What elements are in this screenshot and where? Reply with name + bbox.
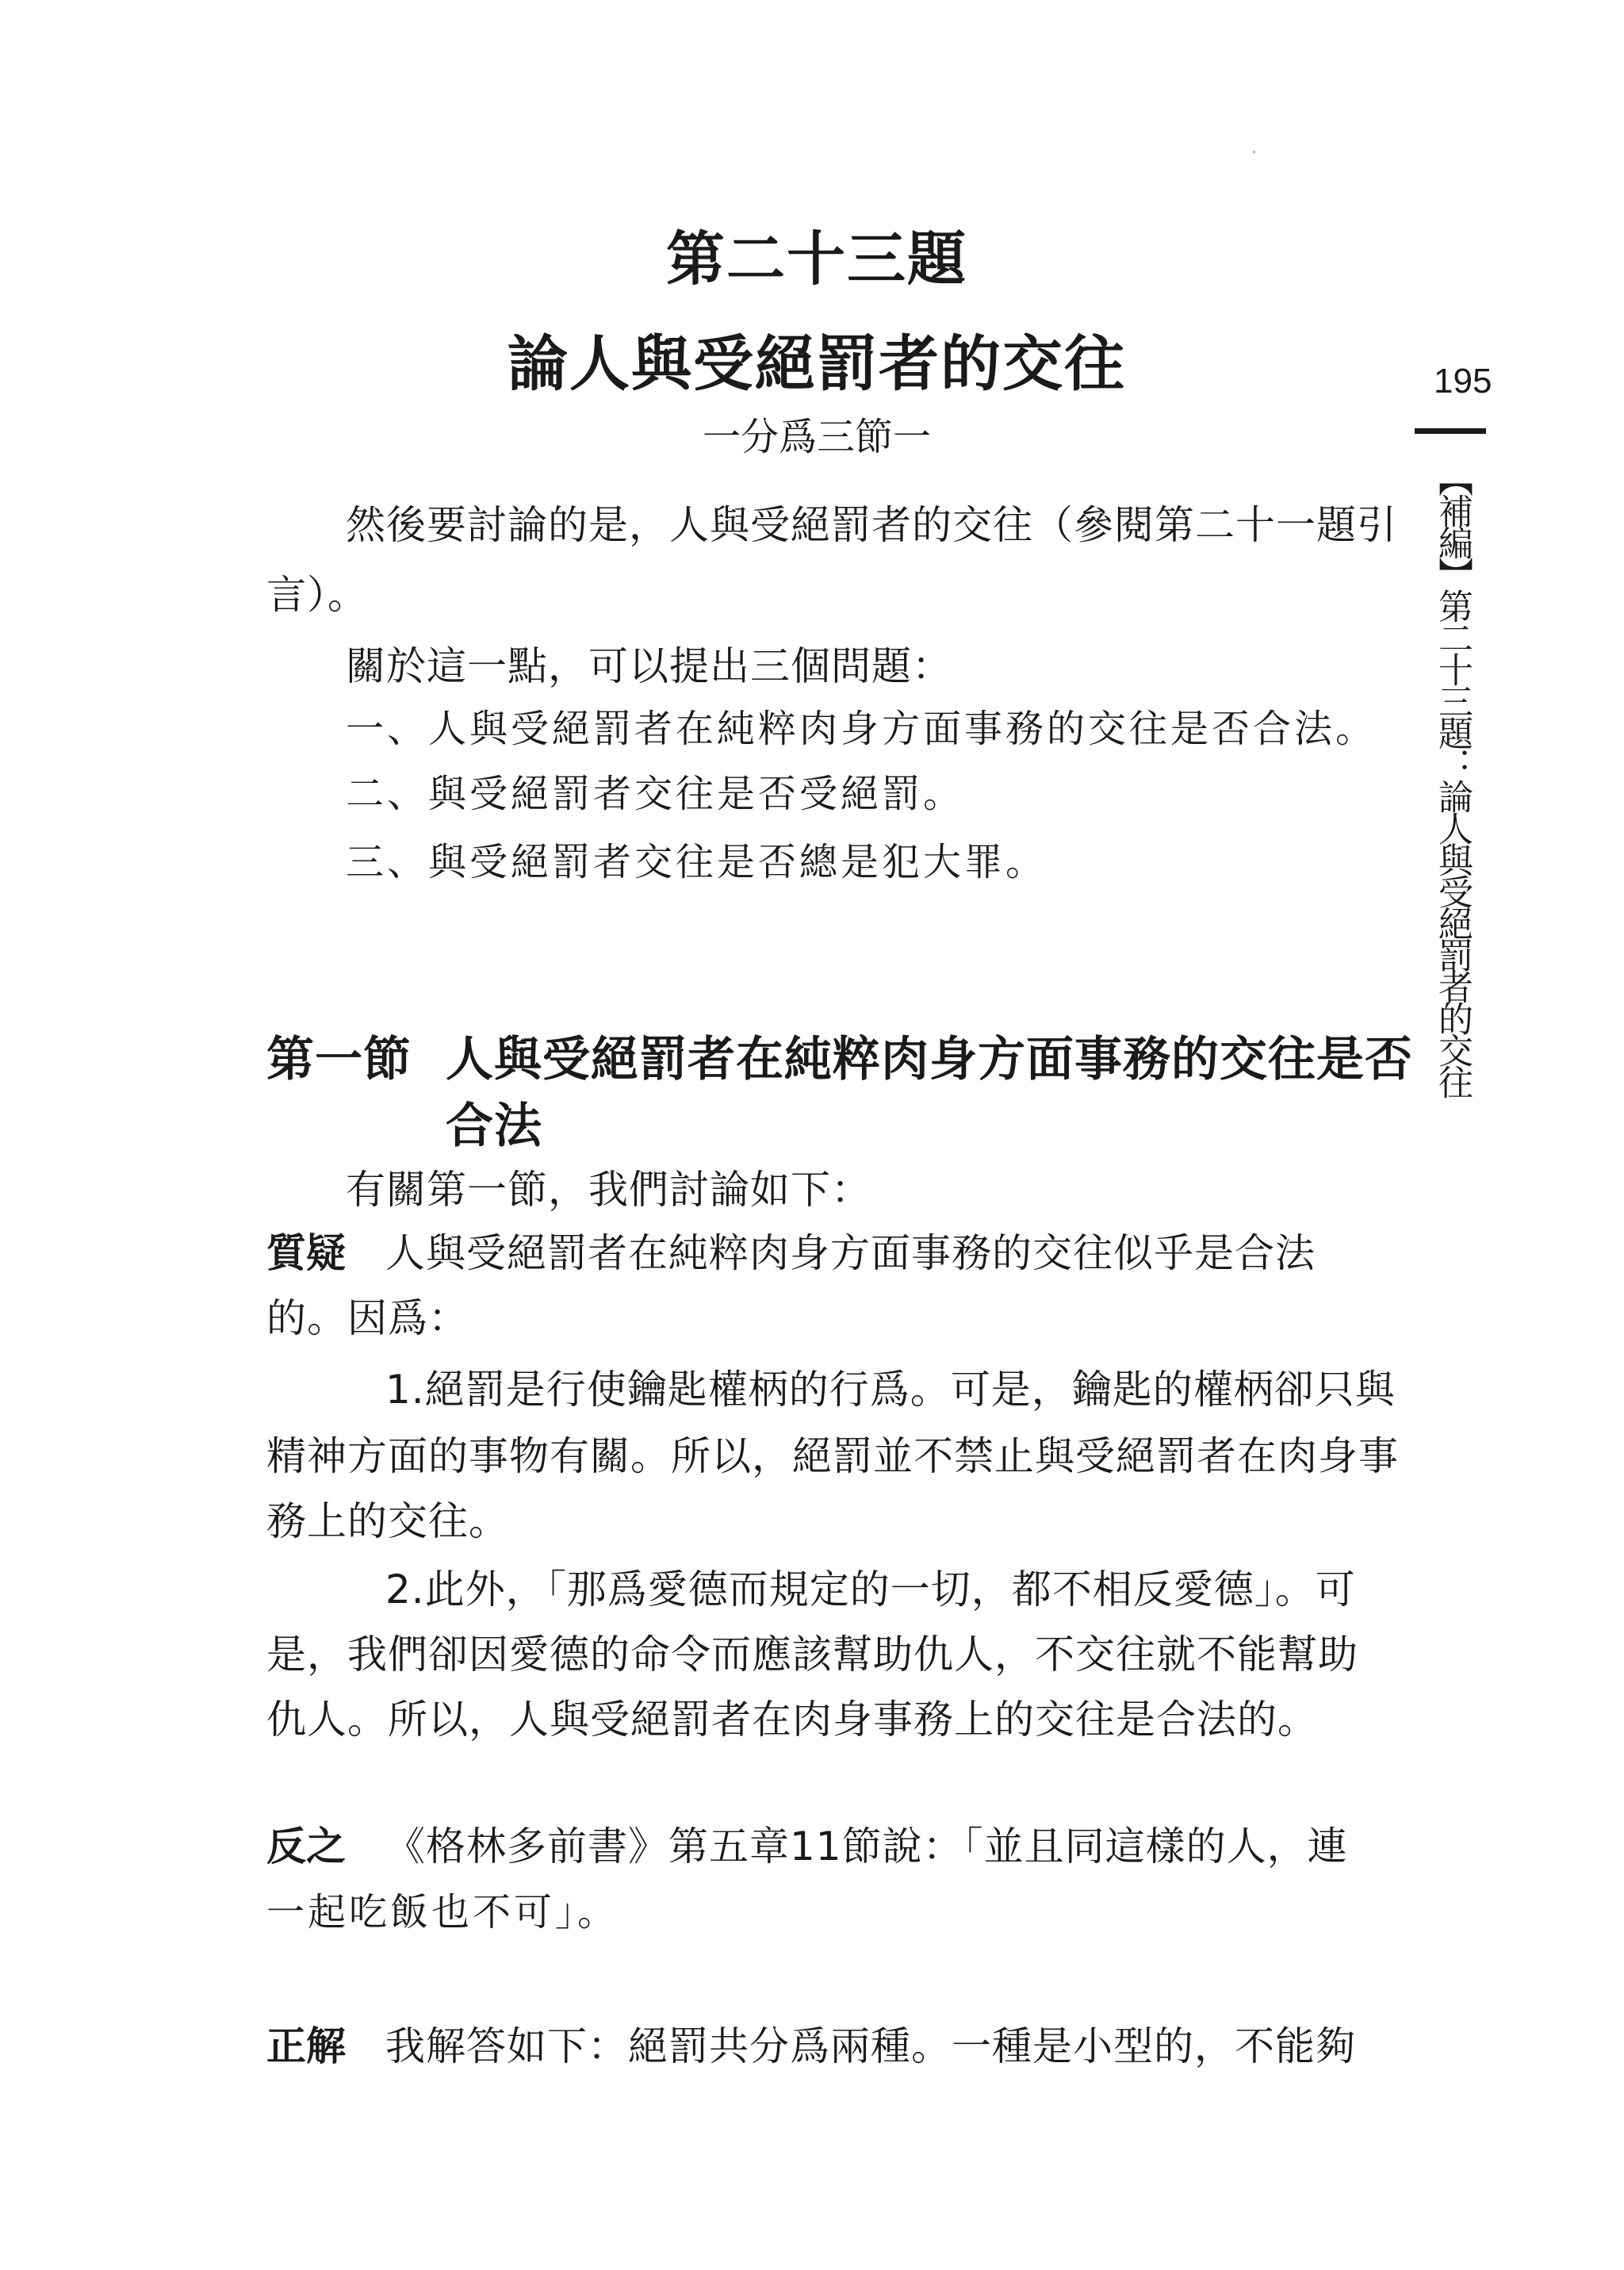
running-header: 【補編】第二十三題：論人與受絕罰者的交往 [1432,462,1473,1096]
point2-line-1: 2.此外，「那爲愛德而規定的一切，都不相反愛德」。可 [385,1566,1356,1612]
page-number: 195 [1434,362,1492,401]
point2-line-3: 仇人。所以，人與受絕罰者在肉身事務上的交往是合法的。 [266,1697,1318,1743]
objection-line-1: 人與受絕罰者在純粹肉身方面事務的交往似乎是合法 [385,1230,1316,1276]
question-subtitle: 論人與受絕罰者的交往 [508,328,1126,399]
answer-label: 正解 [266,2023,346,2069]
objection-line-2: 的。因爲： [266,1295,469,1341]
intro-line-2: 言）。 [266,572,368,618]
intro-line-3: 關於這一點，可以提出三個問題： [346,643,952,689]
section-intro: 有關第一節，我們討論如下： [346,1167,871,1213]
point2-line-2: 是，我們卻因愛德的命令而應該幫助仇人，不交往就不能幫助 [266,1632,1358,1678]
section-heading-line-2: 合法 [446,1099,542,1154]
contrary-line-1: 《格林多前書》第五章11節說：「並且同這樣的人，連 [385,1823,1348,1869]
contrary-line-2: 一起吃飯也不可」。 [266,1890,619,1934]
question-item-1: 一、人與受絕罰者在純粹肉身方面事務的交往是否合法。 [346,707,1377,751]
question-item-3: 三、與受絕罰者交往是否總是犯大罪。 [346,840,1048,884]
point1-line-1: 1.絕罰是行使鑰匙權柄的行爲。可是，鑰匙的權柄卻只與 [385,1367,1396,1413]
question-title: 第二十三題 [666,225,967,293]
objection-label: 質疑 [266,1230,346,1276]
header-rule [1415,428,1486,434]
section-heading-line-1: 人與受絕罰者在純粹肉身方面事務的交往是否 [446,1032,1413,1087]
intro-line-1: 然後要討論的是，人與受絕罰者的交往（參閱第二十一題引 [346,502,1397,548]
answer-line-1: 我解答如下：絕罰共分爲兩種。一種是小型的，不能夠 [385,2023,1356,2069]
point1-line-2: 精神方面的事物有關。所以，絕罰並不禁止與受絕罰者在肉身事 [266,1433,1399,1479]
question-item-2: 二、與受絕罰者交往是否受絕罰。 [346,772,965,816]
point1-line-3: 務上的交往。 [266,1498,509,1544]
scan-speck [1253,151,1255,153]
section-label: 第一節 [266,1032,412,1087]
section-count-note: 一分爲三節一 [702,415,931,459]
contrary-label: 反之 [266,1823,346,1869]
